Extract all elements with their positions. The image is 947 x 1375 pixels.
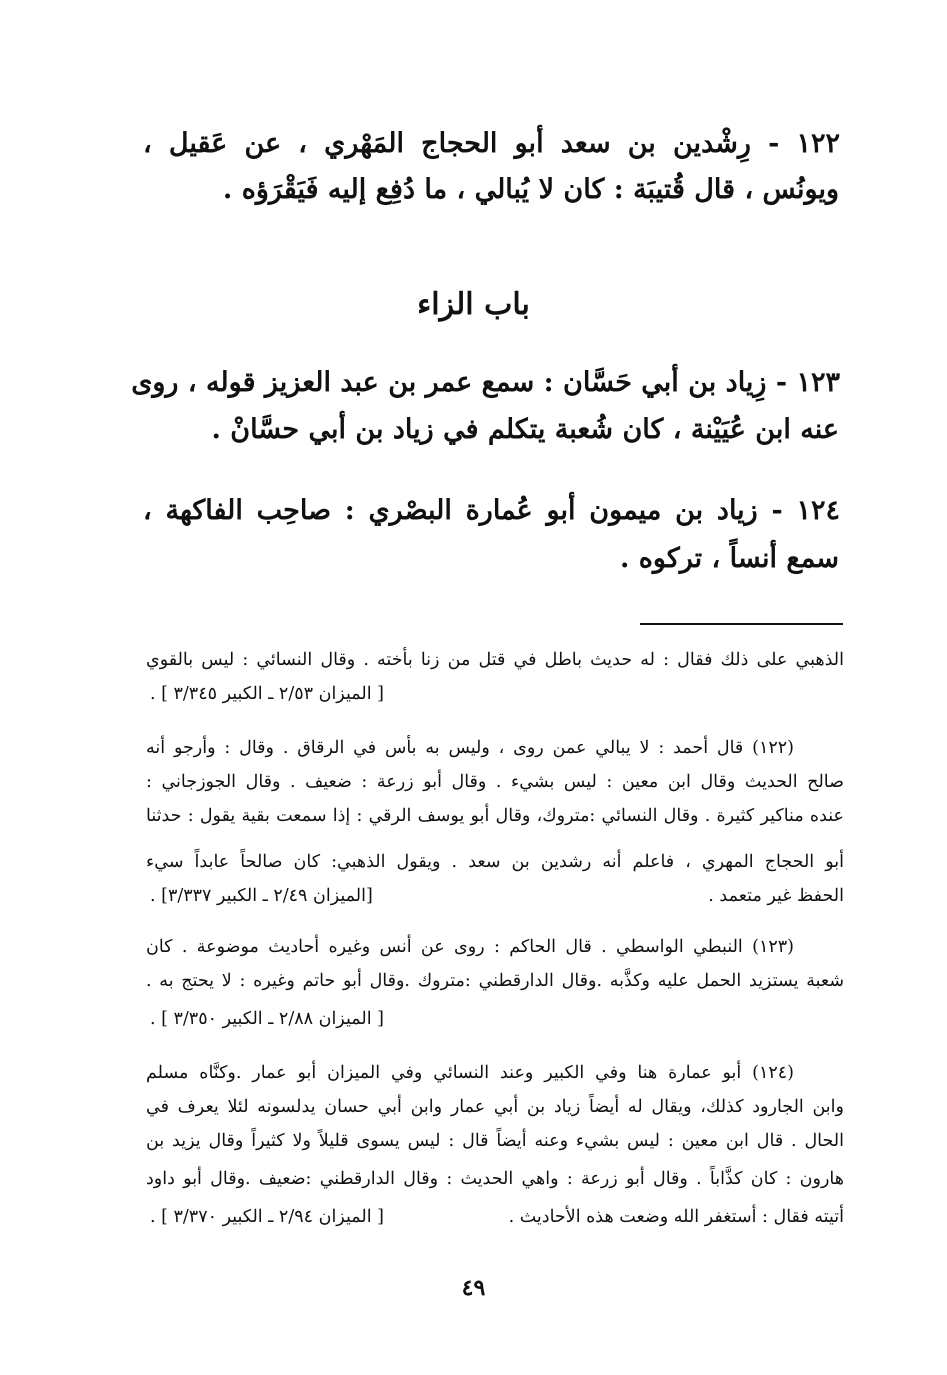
entry-line: ١٢٢ - رِشْدين بن سعد أبو الحجاج المَهْري ، عن عَقيل ،	[143, 128, 840, 159]
entry-line: ١٢٤ - زياد بن ميمون أبو عُمارة البصْري : صاحِب الفاكهة ،	[143, 495, 840, 526]
entry-line: عنه ابن عُيَيْنة ، كان شُعبة يتكلم في زياد بن أبي حسَّانْ .	[211, 414, 839, 445]
footnote-line: وابن الجارود كذلك، ويقال له أيضاً زياد بن أبي عمار وابن أبي حسان يدلسونه لئلا يعرف في	[146, 1097, 844, 1117]
footnote-line: صالح الحديث وقال ابن معين : ليس بشيء . وقال أبو زرعة : ضعيف . وقال الجوزجاني :	[146, 772, 844, 792]
footnote-line: هارون : كان كذَّاباً . وقال أبو زرعة : واهي الحديث : وقال الدارقطني :ضعيف .وقال أبو داود	[146, 1169, 844, 1189]
footnote-reference: [ الميزان ٢/٩٤ ـ الكبير ٣/٣٧٠ ] .	[150, 1207, 384, 1227]
page-number: ٤٩	[461, 1275, 486, 1301]
footnote-line: الحال . قال ابن معين : ليس بشيء وعنه أيضاً قال : ليس يسوى قليلاً ولا كثيراً وقال يزيد بن	[146, 1131, 844, 1151]
footnote-line: عنده مناكير كثيرة . وقال النسائي :متروك، وقال أبو يوسف الرقي : إذا سمعت بقية يقول : حدثنا	[146, 806, 844, 826]
footnote-line: أبو الحجاج المهري ، فاعلم أنه رشدين بن سعد . ويقول الذهبي: كان صالحاً عابداً سيء	[146, 852, 844, 872]
footnote-reference: [الميزان ٢/٤٩ ـ الكبير ٣/٣٣٧] .	[150, 886, 373, 906]
footnote-line: (١٢٤) أبو عمارة هنا وفي الكبير وعند النسائي وفي الميزان أبو عمار .وكنَّاه مسلم	[146, 1063, 794, 1083]
footnote-separator	[640, 623, 843, 625]
footnote-line: (١٢٢) قال أحمد : لا يبالي عمن روى ، وليس به بأس في الرقاق . وقال : وأرجو أنه	[146, 738, 794, 758]
section-heading: باب الزاء	[417, 287, 530, 322]
entry-line: ويونُس ، قال قُتيبَة : كان لا يُبالي ، ما دُفِع إليه فَيَقْرَؤه .	[222, 174, 839, 205]
footnote-line: (١٢٣) النبطي الواسطي . قال الحاكم : روى عن أنس وغيره أحاديث موضوعة . كان	[146, 937, 794, 957]
footnote-reference: [ الميزان ٢/٨٨ ـ الكبير ٣/٣٥٠ ] .	[150, 1009, 384, 1029]
footnote-line: الحفظ غير متعمد .	[708, 886, 844, 906]
footnote-line: أتيته فقال : أستغفر الله وضعت هذه الأحاديث .	[508, 1207, 844, 1227]
entry-line: ١٢٣ - زِياد بن أبي حَسَّان : سمع عمر بن عبد العزيز قوله ، روى	[131, 367, 840, 398]
footnote-line: شعبة يستزيد الحمل عليه وكذَّبه .وقال الدارقطني :متروك .وقال أبو حاتم وغيره : لا يحتج به .	[146, 971, 844, 991]
entry-line: سمع أنساً ، تركوه .	[619, 543, 839, 574]
footnote-line: الذهبي على ذلك فقال : له حديث باطل في قتل من زنا بأخته . وقال النسائي : ليس بالقوي	[146, 650, 844, 670]
footnote-reference: [ الميزان ٢/٥٣ ـ الكبير ٣/٣٤٥ ] .	[150, 684, 384, 704]
